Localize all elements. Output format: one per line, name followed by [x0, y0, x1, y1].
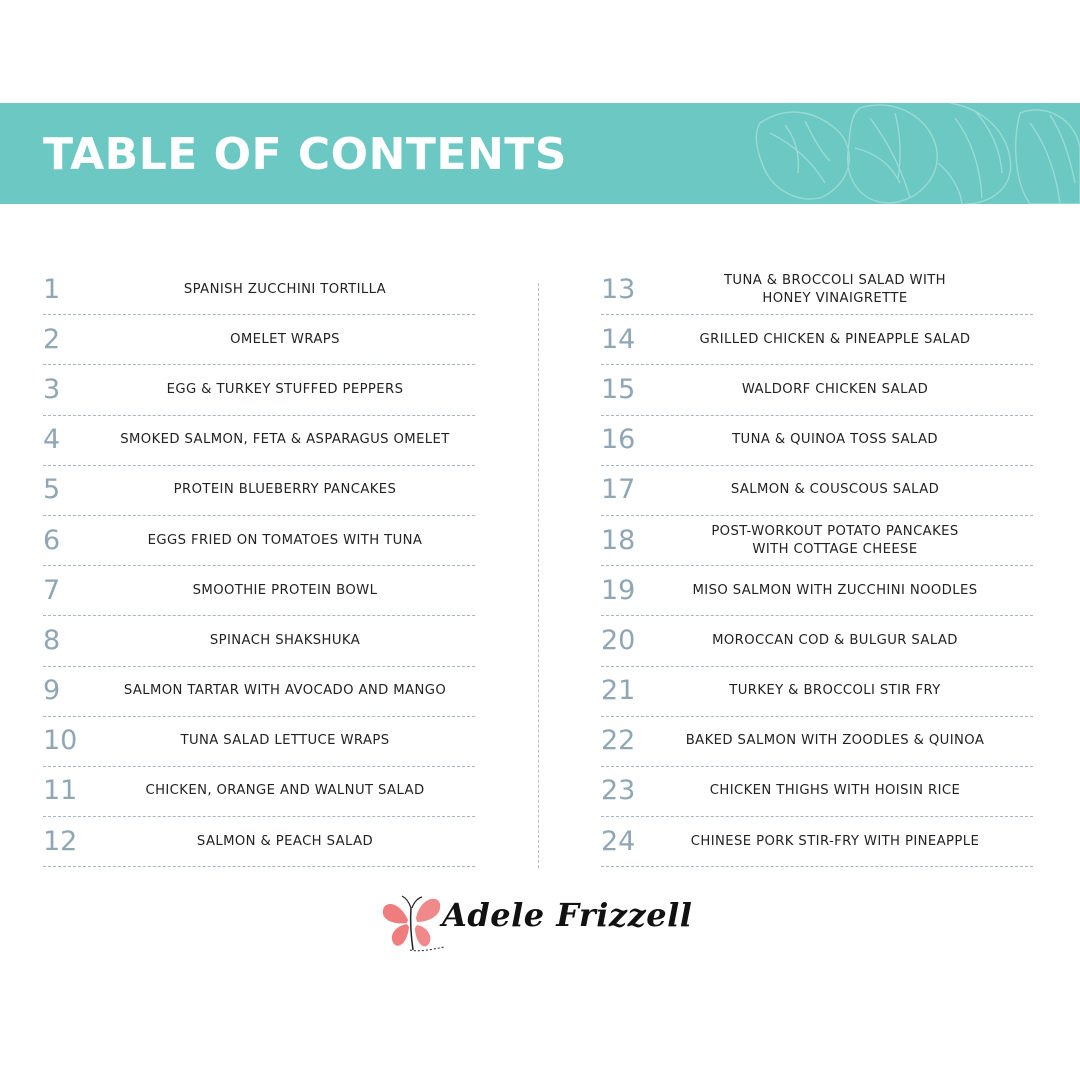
toc-entry[interactable] — [601, 315, 1033, 365]
toc-entry-number: 17 — [601, 474, 636, 506]
toc-entry[interactable] — [601, 616, 1033, 666]
toc-entry-title: BAKED SALMON WITH ZOODLES & QUINOA — [685, 733, 985, 749]
toc-entry-title: SPINACH SHAKSHUKA — [209, 632, 361, 648]
toc-entry[interactable] — [601, 566, 1033, 616]
toc-entry[interactable] — [43, 767, 475, 817]
toc-entry[interactable] — [601, 466, 1033, 516]
toc-entry-number: 2 — [43, 323, 61, 355]
toc-entry[interactable] — [43, 516, 475, 566]
toc-entry-number: 20 — [601, 624, 636, 656]
toc-entry-number: 9 — [43, 675, 61, 707]
toc-entry[interactable] — [601, 416, 1033, 466]
toc-entry-title: CHINESE PORK STIR-FRY WITH PINEAPPLE — [690, 833, 980, 849]
toc-entry-number: 16 — [601, 424, 636, 456]
toc-entry-number: 18 — [601, 524, 636, 556]
toc-entry-number: 23 — [601, 775, 636, 807]
toc-entry-number: 8 — [43, 624, 61, 656]
toc-entry[interactable] — [43, 667, 475, 717]
toc-entry-title: SALMON & PEACH SALAD — [196, 833, 374, 849]
toc-entry-title: SALMON & COUSCOUS SALAD — [730, 482, 940, 498]
butterfly-icon — [380, 892, 450, 956]
toc-entry-title: GRILLED CHICKEN & PINEAPPLE SALAD — [699, 331, 971, 347]
toc-entry-number: 24 — [601, 825, 636, 857]
toc-entry[interactable] — [601, 767, 1033, 817]
toc-entry-number: 14 — [601, 323, 636, 355]
brand-logo — [380, 892, 693, 956]
toc-entry-number: 13 — [601, 273, 636, 305]
toc-column-left — [43, 265, 475, 867]
toc-entry-title: TUNA & QUINOA TOSS SALAD — [732, 432, 938, 448]
toc-entry-number: 10 — [43, 725, 78, 757]
toc-entry-number: 15 — [601, 373, 636, 405]
toc-entry-title: CHICKEN, ORANGE AND WALNUT SALAD — [145, 783, 425, 799]
toc-entry[interactable] — [601, 817, 1033, 867]
header-banner — [0, 103, 1080, 204]
toc-column-right — [601, 265, 1033, 867]
toc-entry-number: 1 — [43, 273, 61, 305]
toc-entry-number: 12 — [43, 825, 78, 857]
toc-entry[interactable] — [43, 817, 475, 867]
leaf-pattern-icon — [750, 103, 1080, 204]
toc-entry-number: 11 — [43, 775, 78, 807]
column-divider — [538, 283, 539, 868]
toc-entry[interactable] — [601, 516, 1033, 566]
toc-entry-title: TUNA & BROCCOLI SALAD WITH HONEY VINAIGRETTE — [723, 272, 947, 306]
toc-entry-title: MISO SALMON WITH ZUCCHINI NOODLES — [692, 582, 978, 598]
toc-entry[interactable] — [601, 365, 1033, 415]
toc-entry-number: 4 — [43, 424, 61, 456]
toc-entry[interactable] — [601, 265, 1033, 315]
toc-entry[interactable] — [43, 416, 475, 466]
toc-entry[interactable] — [601, 667, 1033, 717]
toc-entry-number: 21 — [601, 675, 636, 707]
toc-entry-title: OMELET WRAPS — [230, 331, 340, 347]
toc-entry-number: 22 — [601, 725, 636, 757]
toc-entry[interactable] — [601, 717, 1033, 767]
toc-entry-title: MOROCCAN COD & BULGUR SALAD — [712, 632, 958, 648]
toc-entry-number: 7 — [43, 574, 61, 606]
toc-entry-title: PROTEIN BLUEBERRY PANCAKES — [173, 482, 397, 498]
toc-entry-number: 3 — [43, 373, 61, 405]
toc-entry[interactable] — [43, 315, 475, 365]
toc-entry[interactable] — [43, 466, 475, 516]
toc-entry[interactable] — [43, 265, 475, 315]
toc-entry-title: CHICKEN THIGHS WITH HOISIN RICE — [709, 783, 961, 799]
toc-entry-number: 6 — [43, 524, 61, 556]
toc-entry[interactable] — [43, 566, 475, 616]
toc-entry-title: SALMON TARTAR WITH AVOCADO AND MANGO — [123, 683, 447, 699]
toc-entry-title: EGGS FRIED ON TOMATOES WITH TUNA — [147, 532, 423, 548]
toc-entry[interactable] — [43, 365, 475, 415]
toc-entry-number: 5 — [43, 474, 61, 506]
toc-entry-title: TURKEY & BROCCOLI STIR FRY — [729, 683, 941, 699]
toc-entry-title: SPANISH ZUCCHINI TORTILLA — [183, 281, 387, 297]
logo-text: Adele Frizzell — [442, 896, 693, 934]
toc-entry-title: SMOKED SALMON, FETA & ASPARAGUS OMELET — [120, 432, 450, 448]
toc-entry-title: WALDORF CHICKEN SALAD — [741, 381, 929, 397]
toc-entry-title: SMOOTHIE PROTEIN BOWL — [192, 582, 378, 598]
page-title: TABLE OF CONTENTS — [43, 129, 567, 180]
toc-entry-title: TUNA SALAD LETTUCE WRAPS — [180, 733, 390, 749]
toc-entry[interactable] — [43, 717, 475, 767]
toc-entry-title: POST-WORKOUT POTATO PANCAKES WITH COTTAGE CHEESE — [711, 523, 959, 557]
toc-entry-number: 19 — [601, 574, 636, 606]
toc-entry-title: EGG & TURKEY STUFFED PEPPERS — [166, 381, 404, 397]
toc-entry[interactable] — [43, 616, 475, 666]
